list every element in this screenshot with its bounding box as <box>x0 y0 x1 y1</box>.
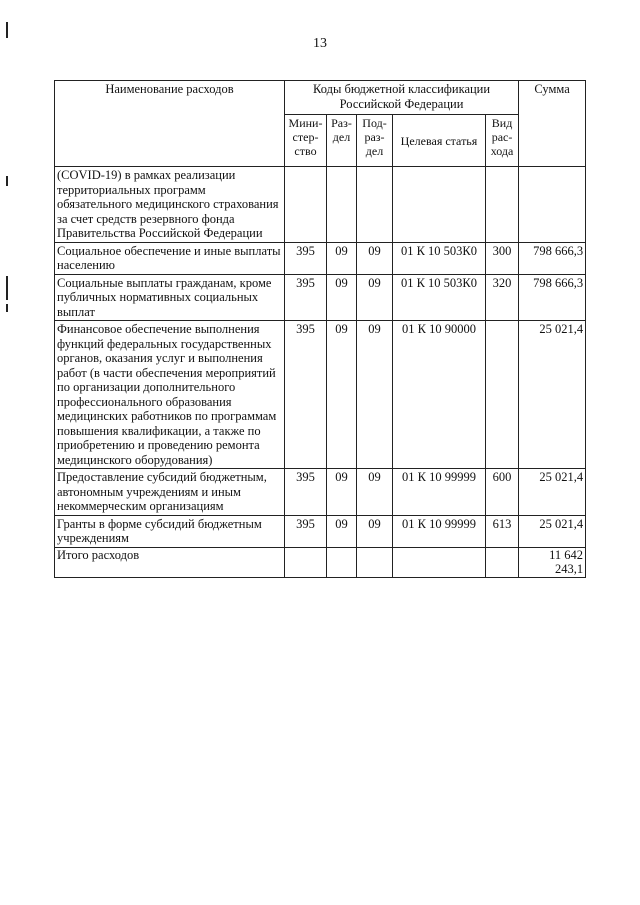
row-section: 09 <box>327 515 357 547</box>
header-target-article: Целевая статья <box>393 115 486 167</box>
table-row <box>55 274 586 321</box>
header-subsection: Под-раз-дел <box>357 115 393 167</box>
row-name: Гранты в форме субсидий бюджетным учреждениям <box>55 515 285 547</box>
empty-cell <box>486 547 519 577</box>
row-target: 01 К 10 99999 <box>393 515 486 547</box>
row-ministry: 395 <box>285 515 327 547</box>
margin-mark <box>6 176 8 186</box>
header-section: Раз-дел <box>327 115 357 167</box>
total-sum: 11 642 243,1 <box>519 547 586 577</box>
header-ministry: Мини-стер-ство <box>285 115 327 167</box>
row-name: Социальные выплаты гражданам, кроме публичных нормативных социальных выплат <box>55 274 285 321</box>
row-type: 613 <box>486 515 519 547</box>
row-name: Финансовое обеспечение выполнения функций федеральных государственных органов, оказания услуг и выполнения работ (в части обеспечения мероприятий по организации дополнительного профессионального образования медицинских работников по программам повышения квалификации, а также по приобретению и проведению ремонта медицинского оборудования) <box>55 321 285 469</box>
row-subsection <box>357 167 393 243</box>
row-ministry <box>285 167 327 243</box>
table-row <box>55 321 586 469</box>
margin-mark <box>6 276 8 300</box>
row-name: (COVID-19) в рамках реализации территориальных программ обязательного медицинского страхования за счет средств резервного фонда Правительства Российской Федерации <box>55 167 285 243</box>
row-name: Социальное обеспечение и иные выплаты населению <box>55 242 285 274</box>
empty-cell <box>285 547 327 577</box>
row-ministry: 395 <box>285 242 327 274</box>
row-type <box>486 167 519 243</box>
header-codes-group: Коды бюджетной классификации Российской Федерации <box>285 81 519 115</box>
row-ministry: 395 <box>285 274 327 321</box>
table-row <box>55 469 586 516</box>
page-number: 13 <box>313 36 327 51</box>
row-type: 320 <box>486 274 519 321</box>
header-name-column: Наименование расходов <box>55 81 285 167</box>
total-row <box>55 547 586 577</box>
row-target: 01 К 10 99999 <box>393 469 486 516</box>
row-sum: 25 021,4 <box>519 515 586 547</box>
row-subsection: 09 <box>357 274 393 321</box>
row-target <box>393 167 486 243</box>
empty-cell <box>327 547 357 577</box>
row-ministry: 395 <box>285 321 327 469</box>
budget-table <box>54 80 586 578</box>
row-type: 600 <box>486 469 519 516</box>
row-section <box>327 167 357 243</box>
row-target: 01 К 10 90000 <box>393 321 486 469</box>
table-row <box>55 515 586 547</box>
row-sum: 798 666,3 <box>519 242 586 274</box>
row-section: 09 <box>327 469 357 516</box>
margin-mark <box>6 304 8 312</box>
row-type: 300 <box>486 242 519 274</box>
row-subsection: 09 <box>357 469 393 516</box>
row-section: 09 <box>327 242 357 274</box>
table-row <box>55 167 586 243</box>
row-subsection: 09 <box>357 321 393 469</box>
header-sum-column: Сумма <box>519 81 586 167</box>
empty-cell <box>357 547 393 577</box>
row-sum: 25 021,4 <box>519 469 586 516</box>
row-sum: 25 021,4 <box>519 321 586 469</box>
row-ministry: 395 <box>285 469 327 516</box>
row-subsection: 09 <box>357 515 393 547</box>
row-sum <box>519 167 586 243</box>
row-name: Предоставление субсидий бюджетным, автономным учреждениям и иным некоммерческим организациям <box>55 469 285 516</box>
row-sum: 798 666,3 <box>519 274 586 321</box>
row-target: 01 К 10 503К0 <box>393 242 486 274</box>
table-row <box>55 242 586 274</box>
row-target: 01 К 10 503К0 <box>393 274 486 321</box>
row-section: 09 <box>327 321 357 469</box>
empty-cell <box>393 547 486 577</box>
row-section: 09 <box>327 274 357 321</box>
header-expense-type: Вид рас-хода <box>486 115 519 167</box>
total-label: Итого расходов <box>55 547 285 577</box>
row-type <box>486 321 519 469</box>
row-subsection: 09 <box>357 242 393 274</box>
